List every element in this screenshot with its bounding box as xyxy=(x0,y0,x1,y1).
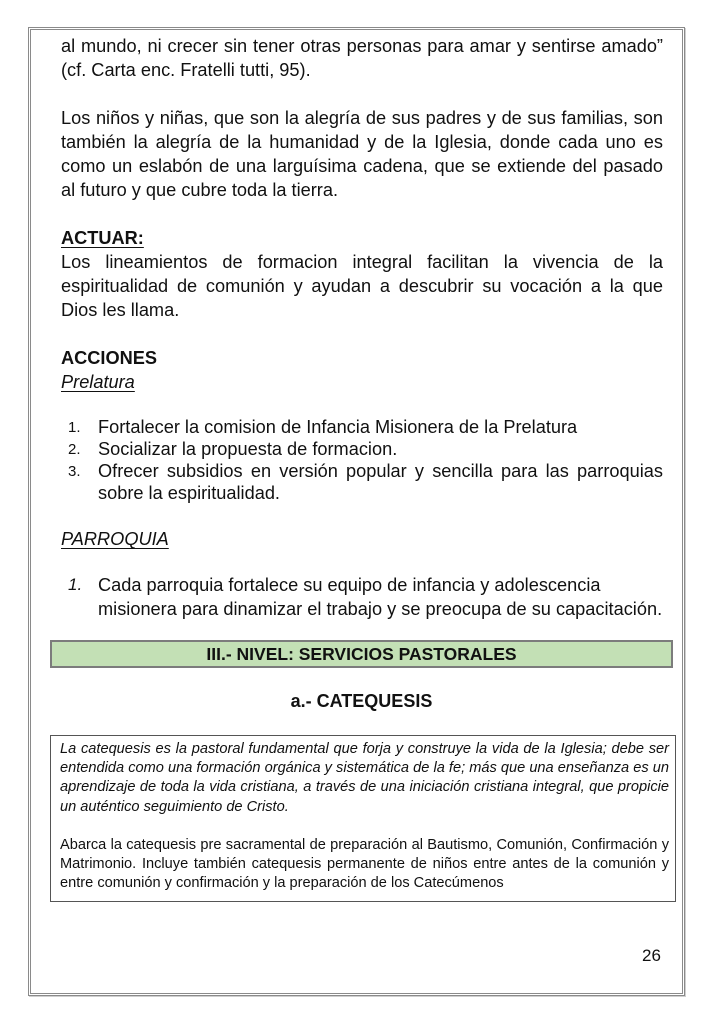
list-text: Ofrecer subsidios en versión popular y sencilla para las parroquias sobre la espiritualidad. xyxy=(98,461,663,503)
parroquia-label: PARROQUIA xyxy=(61,529,169,549)
list-number: 1. xyxy=(68,419,81,436)
section-banner: III.- NIVEL: SERVICIOS PASTORALES xyxy=(50,640,673,668)
catequesis-scope: Abarca la catequesis pre sacramental de preparación al Bautismo, Comunión, Confirmación y Matrimonio. Incluye también catequesis permanente de niños entre antes de la comunión y entre comunión y confirmación y la preparación de los Catecúmenos xyxy=(60,836,669,892)
list-number: 1. xyxy=(68,575,83,594)
acciones-heading: ACCIONES xyxy=(61,348,157,368)
page-content xyxy=(61,34,663,621)
catequesis-definition: La catequesis es la pastoral fundamental que forja y construye la vida de la Iglesia; debe ser entendida como una formación orgánica y sistemática de la fe; más que una enseñanza es un aprendizaje de toda la vida cristiana, a través de una iniciación cristiana integral, que propicie un auténtico seguimiento de Cristo. xyxy=(60,741,669,815)
list-item xyxy=(61,573,663,621)
actuar-text: Los lineamientos de formacion integral facilitan la vivencia de la espiritualidad de comunión y ayudan a descubrir su vocación a la que Dios les llama. xyxy=(61,252,663,320)
list-text: Socializar la propuesta de formacion. xyxy=(98,439,398,459)
catequesis-box xyxy=(50,735,676,902)
list-item xyxy=(61,438,663,460)
list-number: 3. xyxy=(68,463,81,480)
prelatura-label: Prelatura xyxy=(61,372,135,392)
children-paragraph: Los niños y niñas, que son la alegría de sus padres y de sus familias, son también la alegría de la humanidad y de la Iglesia, donde cada uno es como un eslabón de una larguísima cadena, que se extiende del pasado al futuro y que cubre toda la tierra. xyxy=(61,108,663,200)
parroquia-list xyxy=(61,573,663,621)
page-number: 26 xyxy=(642,946,661,965)
prelatura-list xyxy=(61,416,663,504)
list-item xyxy=(61,416,663,438)
list-text: Cada parroquia fortalece su equipo de infancia y adolescencia misionera para dinamizar el trabajo y se preocupa de su capacitación. xyxy=(98,575,663,619)
list-item xyxy=(61,460,663,504)
catequesis-heading: a.- CATEQUESIS xyxy=(290,691,433,711)
actuar-heading: ACTUAR: xyxy=(61,228,144,248)
list-number: 2. xyxy=(68,441,81,458)
quote-paragraph: al mundo, ni crecer sin tener otras personas para amar y sentirse amado” (cf. Carta enc. Fratelli tutti, 95). xyxy=(61,36,663,80)
list-text: Fortalecer la comision de Infancia Misionera de la Prelatura xyxy=(98,417,578,437)
